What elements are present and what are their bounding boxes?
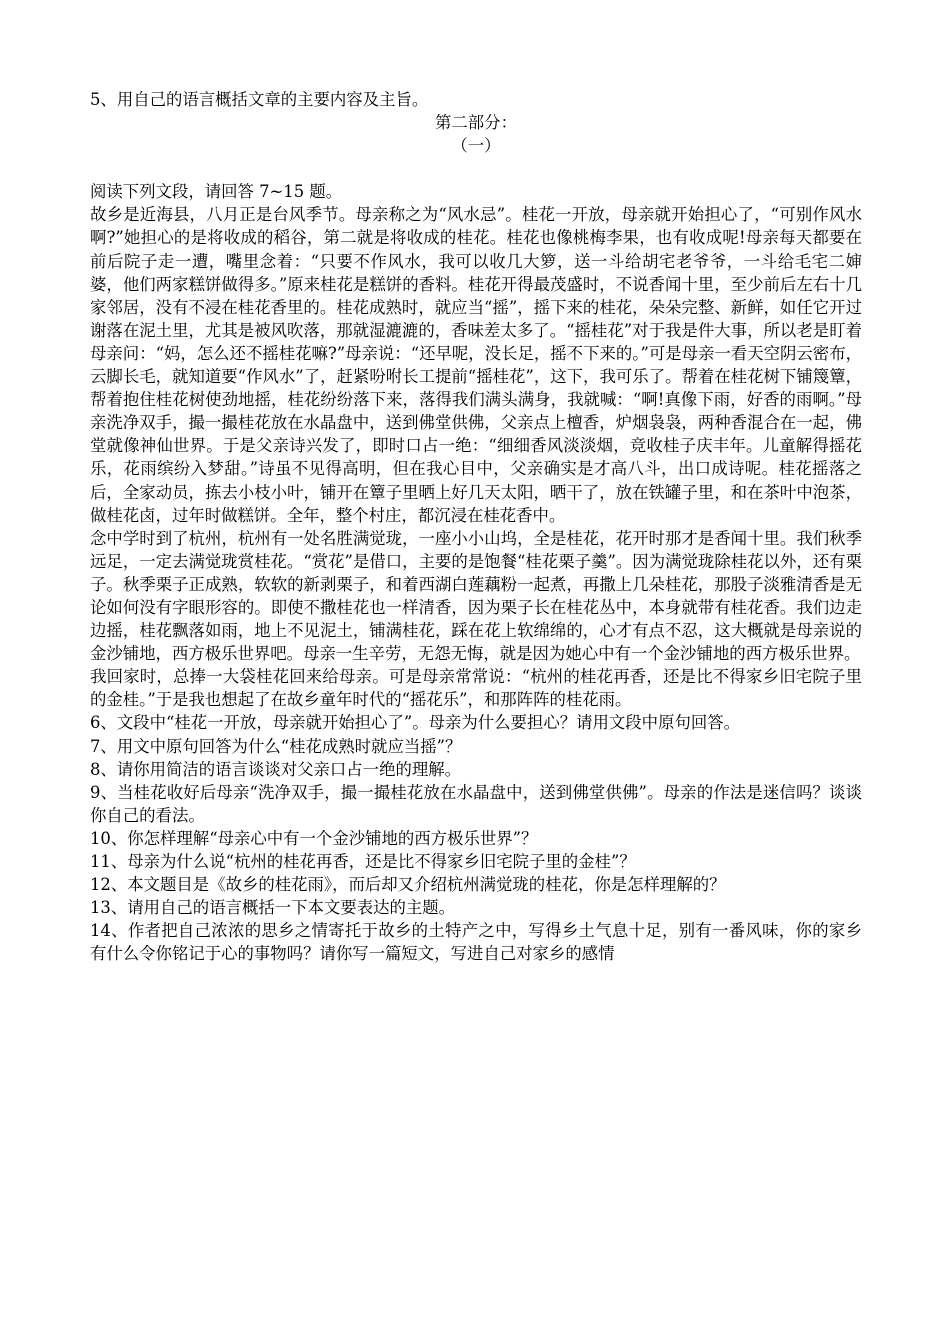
spacer [90, 157, 862, 180]
document-page [90, 88, 862, 965]
question-5: 5、用自己的语言概括文章的主要内容及主旨。 [90, 90, 429, 109]
question-6: 6、文段中“桂花一开放，母亲就开始担心了”。母亲为什么要担心？请用文段中原句回答。 [90, 713, 741, 733]
section-number: （一） [451, 136, 501, 156]
question-7: 7、用文中原句回答为什么“桂花成熟时就应当摇”？ [90, 736, 462, 756]
question-12: 12、本文题目是《故乡的桂花雨》，而后却又介绍杭州满觉珑的桂花，你是怎样理解的？ [90, 875, 726, 895]
question-11: 11、母亲为什么说“杭州的桂花再香，还是比不得家乡旧宅院子里的金桂”？ [90, 852, 636, 871]
question-9: 9、当桂花收好后母亲“洗净双手，撮一撮桂花放在水晶盘中，送到佛堂供佛”。母亲的作法是迷信吗？谈谈你自己的看法。 [90, 782, 862, 825]
question-8: 8、请你用简洁的语言谈谈对父亲口占一绝的理解。 [90, 759, 462, 779]
passage-paragraph-3: 我回家时，总捧一大袋桂花回来给母亲。可是母亲常常说：“杭州的桂花再香，还是比不得家乡旧宅院子里的金桂。”于是我也想起了在故乡童年时代的“摇花乐”，和那阵阵的桂花雨。 [90, 667, 862, 710]
passage-paragraph-2: 念中学时到了杭州，杭州有一处名胜满觉珑，一座小小山坞，全是桂花，花开时那才是香闻十里。我们秋季远足，一定去满觉珑赏桂花。“赏花”是借口，主要的是饱餐“桂花栗子羹”。因为满觉珑除桂花以外，还有栗子。秋季栗子正成熟，软软的新剥栗子，和着西湖白莲藕粉一起煮，再撒上几朵桂花，那股子淡雅清香是无论如何没有字眼形容的。即使不撒桂花也一样清香，因为栗子长在桂花丛中，本身就带有桂花香。我们边走边摇，桂花飘落如雨，地上不见泥土，铺满桂花，踩在花上软绵绵的，心才有点不忍，这大概就是母亲说的金沙铺地，西方极乐世界吧。母亲一生辛劳，无怨无悔，就是因为她心中有一个金沙铺地的西方极乐世界。 [90, 528, 862, 664]
reading-instruction: 阅读下列文段，请回答 7~15 题。 [90, 182, 343, 202]
part-title: 第二部分： [435, 113, 517, 133]
passage-paragraph-1: 故乡是近海县，八月正是台风季节。母亲称之为“风水忌”。桂花一开放，母亲就开始担心了，“可别作风水啊?”她担心的是将收成的稻谷，第二就是将收成的桂花。桂花也像桃梅李果，也有收成呢!母亲每天都要在前后院子走一遭，嘴里念着：“只要不作风水，我可以收几大箩，送一斗给胡宅老爷爷，一斗给毛宅二婶婆，他们两家糕饼做得多。”原来桂花是糕饼的香料。桂花开得最茂盛时，不说香闻十里，至少前后左右十几家邻居，没有不浸在桂花香里的。桂花成熟时，就应当“摇”，摇下来的桂花，朵朵完整、新鲜，如任它开过谢落在泥土里，尤其是被风吹落，那就湿漉漉的，香味差太多了。“摇桂花”对于我是件大事，所以老是盯着母亲问：“妈，怎么还不摇桂花嘛?”母亲说：“还早呢，没长足，摇不下来的。”可是母亲一看天空阴云密布，云脚长毛，就知道要“作风水”了，赶紧吩咐长工提前“摇桂花”，这下，我可乐了。帮着在桂花树下铺篾簟，帮着抱住桂花树使劲地摇，桂花纷纷落下来，落得我们满头满身，我就喊：“啊!真像下雨，好香的雨啊。”母亲洗净双手，撮一撮桂花放在水晶盘中，送到佛堂供佛，父亲点上檀香，炉烟袅袅，两种香混合在一起，佛堂就像神仙世界。于是父亲诗兴发了，即时口占一绝：“细细香风淡淡烟，竞收桂子庆丰年。儿童解得摇花乐，花雨缤纷入梦甜。”诗虽不见得高明，但在我心目中，父亲确实是才高八斗，出口成诗呢。桂花摇落之后，全家动员，拣去小枝小叶，铺开在簟子里晒上好几天太阳，晒干了，放在铁罐子里，和在茶叶中泡茶，做桂花卤，过年时做糕饼。全年，整个村庄，都沉浸在桂花香中。 [90, 205, 862, 525]
question-10: 10、你怎样理解“母亲心中有一个金沙铺地的西方极乐世界”？ [90, 828, 538, 848]
question-13: 13、请用自己的语言概括一下本文要表达的主题。 [90, 898, 456, 918]
question-14: 14、作者把自己浓浓的思乡之情寄托于故乡的土特产之中，写得乡土气息十足，别有一番风味，你的家乡有什么令你铭记于心的事物吗？请你写一篇短文，写进自己对家乡的感情 [90, 921, 862, 964]
